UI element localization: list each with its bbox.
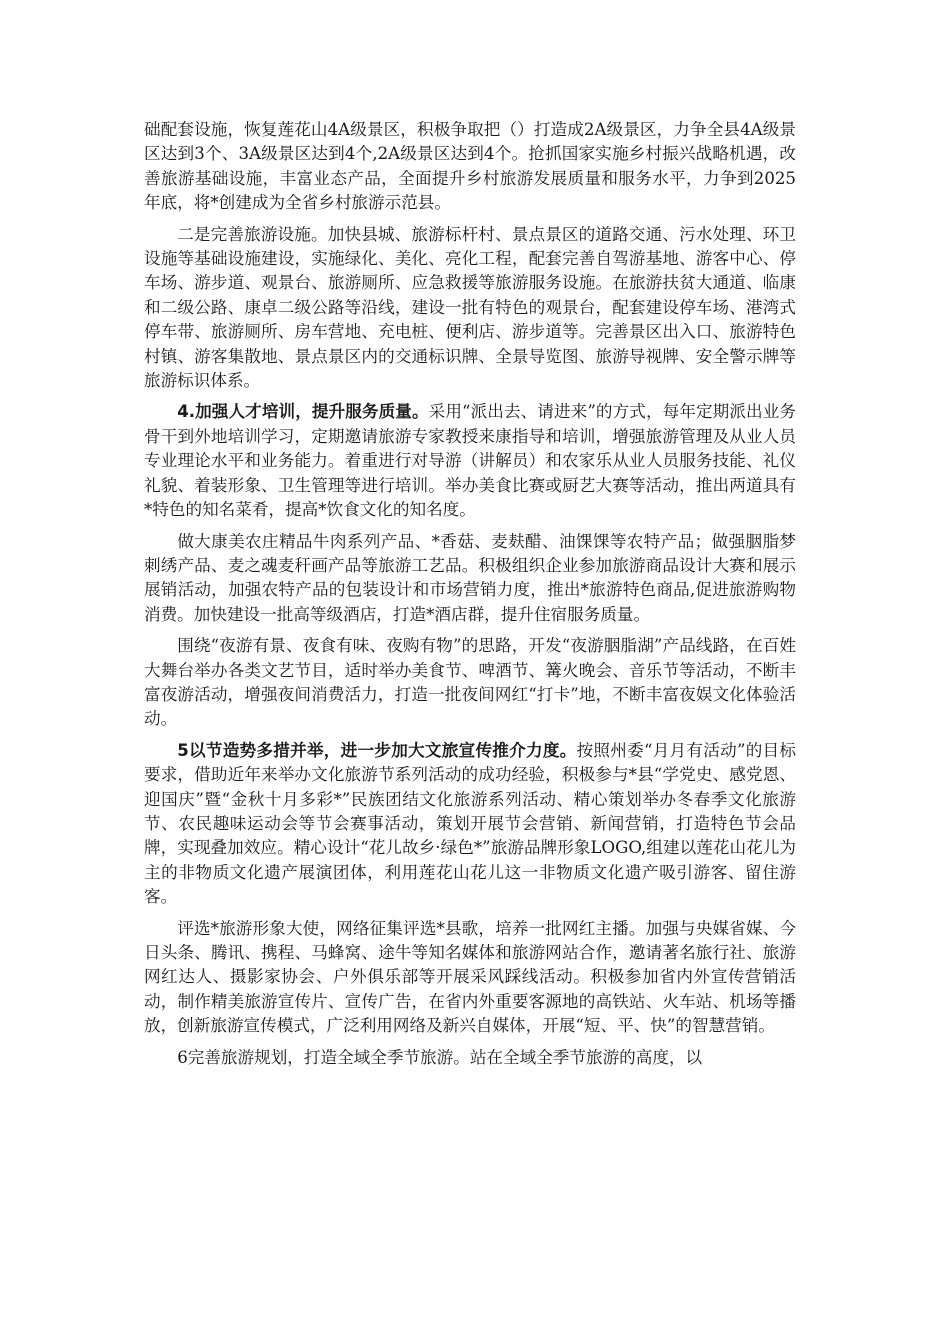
paragraph-5 — [144, 634, 796, 732]
paragraph-6-text: 按照州委“月月有活动”的目标要求，借助近年来举办文化旅游节系列活动的成功经验，积极参与*县“学党史、感党恩、迎国庆”暨“金秋十月多彩*”民族团结文化旅游系列活动、精心策划举办冬春季文化旅游节、农民趣味运动会等节会赛事活动，策划开展节会营销、新闻营销，打造特色节会品牌，实现叠加效应。精心设计“花儿故乡·绿色*”旅游品牌形象LOGO,组建以莲花山花儿为主的非物质文化遗产展演团体，利用莲花山花儿这一非物质文化遗产吸引游客、留住游客。 — [144, 740, 796, 907]
paragraph-7 — [144, 917, 796, 1039]
paragraph-1 — [144, 118, 796, 216]
paragraph-4-text: 做大康美农庄精品牛肉系列产品、*香菇、麦麸醋、油馃馃等农特产品；做强胭脂梦刺绣产品、麦之魂麦秆画产品等旅游工艺品。积极组织企业参加旅游商品设计大赛和展示展销活动，加强农特产品的包装设计和市场营销力度，推出*旅游特色商品,促进旅游购物消费。加快建设一批高等级酒店，打造*酒店群，提升住宿服务质量。 — [144, 531, 796, 624]
paragraph-8-text: 6完善旅游规划，打造全域全季节旅游。站在全域全季节旅游的高度，以 — [177, 1047, 703, 1067]
paragraph-1-text: 础配套设施，恢复莲花山4A级景区，积极争取把（）打造成2A级景区，力争全县4A级景区达到3个、3A级景区达到4个,2A级景区达到4个。抢抓国家实施乡村振兴战略机遇，改善旅游基础设施，丰富业态产品，全面提升乡村旅游发展质量和服务水平，力争到2025年底，将*创建成为全省乡村旅游示范县。 — [144, 120, 796, 213]
paragraph-3-text: 采用“派出去、请进来”的方式，每年定期派出业务骨干到外地培训学习，定期邀请旅游专家教授来康指导和培训，增强旅游管理及从业人员专业理论水平和业务能力。着重进行对导游（讲解员）和农家乐从业人员服务技能、礼仪礼貌、着装形象、卫生管理等进行培训。举办美食比赛或厨艺大赛等活动，推出两道具有*特色的知名菜肴，提高*饮食文化的知名度。 — [144, 402, 796, 520]
paragraph-2 — [144, 223, 796, 394]
paragraph-5-text: 围绕“夜游有景、夜食有味、夜购有物”的思路，开发“夜游胭脂湖”产品线路，在百姓大舞台举办各类文艺节目，适时举办美食节、啤酒节、篝火晚会、音乐节等活动，不断丰富夜游活动，增强夜间消费活力，打造一批夜间网红“打卡”地，不断丰富夜娱文化体验活动。 — [144, 636, 796, 729]
paragraph-6 — [144, 739, 796, 910]
paragraph-2-text: 二是完善旅游设施。加快县城、旅游标杆村、景点景区的道路交通、污水处理、环卫设施等基础设施建设，实施绿化、美化、亮化工程，配套完善自驾游基地、游客中心、停车场、游步道、观景台、旅游厕所、应急救援等旅游服务设施。在旅游扶贫大通道、临康和二级公路、康卓二级公路等沿线，建设一批有特色的观景台，配套建设停车场、港湾式停车带、旅游厕所、房车营地、充电桩、便利店、游步道等。完善景区出入口、旅游特色村镇、游客集散地、景点景区内的交通标识牌、全景导览图、旅游导视牌、安全警示牌等旅游标识体系。 — [144, 224, 796, 391]
section-5-heading: 5以节造势多措并举，进一步加大文旅宣传推介力度。 — [177, 740, 577, 760]
paragraph-4 — [144, 530, 796, 628]
paragraph-3 — [144, 400, 796, 522]
document-body — [144, 118, 796, 1077]
paragraph-7-text: 评选*旅游形象大使，网络征集评选*县歌，培养一批网红主播。加强与央媒省媒、今日头条、腾讯、携程、马蜂窝、途牛等知名媒体和旅游网站合作，邀请著名旅行社、旅游网红达人、摄影家协会、户外俱乐部等开展采风踩线活动。积极参加省内外宣传营销活动，制作精美旅游宣传片、宣传广告，在省内外重要客源地的高铁站、火车站、机场等播放，创新旅游宣传模式，广泛利用网络及新兴自媒体，开展“短、平、快”的智慧营销。 — [144, 918, 796, 1036]
section-4-heading: 4.加强人才培训，提升服务质量。 — [177, 402, 429, 422]
paragraph-8 — [144, 1046, 796, 1070]
